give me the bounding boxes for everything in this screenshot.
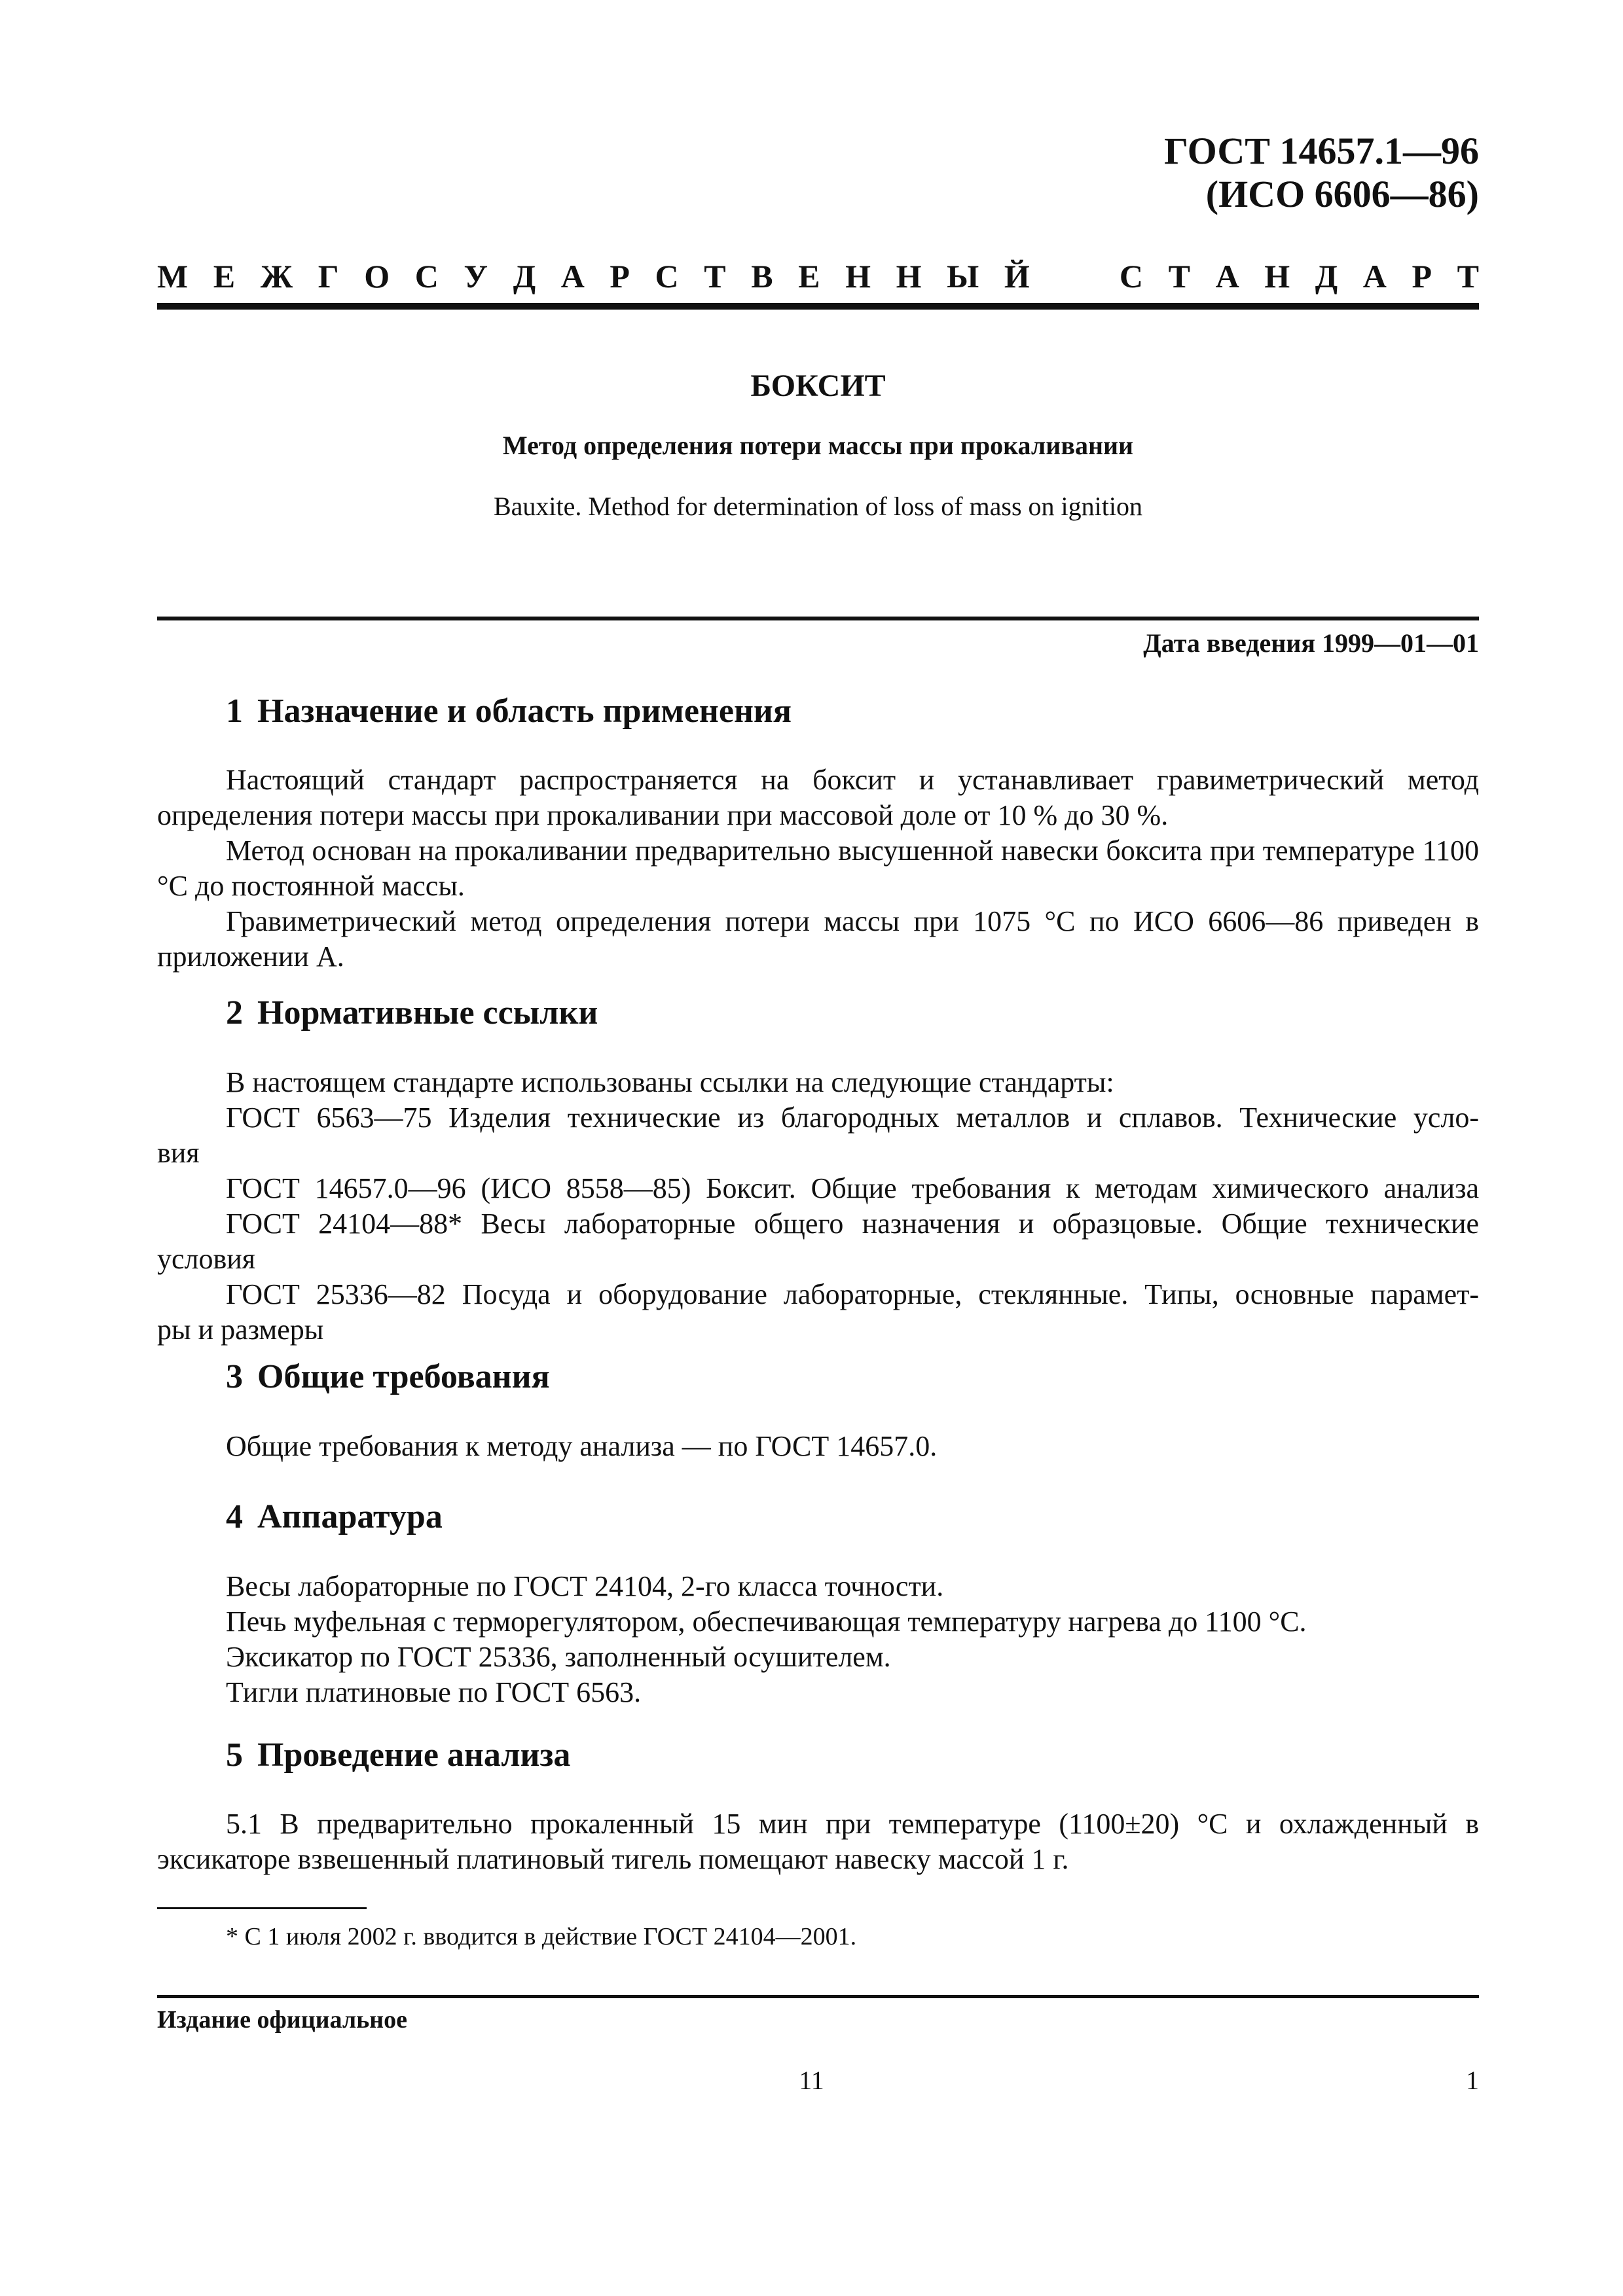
section-1-paragraph-3: Гравиметрический метод определения потери массы при 1075 °С по ИСО 6606—86 приведен в приложении А. [157,905,1479,973]
banner-letter: Н [845,258,871,295]
banner-letter: Т [1457,258,1479,295]
banner-letter: В [751,258,773,295]
interstate-standard-banner [157,257,1479,296]
section-title: Нормативные ссылки [257,994,598,1031]
section-title: Проведение анализа [257,1736,571,1774]
iso-number: (ИСО 6606—86) [1205,173,1479,215]
section-1-heading [226,691,792,732]
apparatus-list [157,1569,1479,1710]
banner-letter: Ж [260,258,293,295]
header-rule [157,303,1479,310]
normative-references [157,1065,1479,1348]
banner-letter: Е [798,258,820,295]
document-number [1164,130,1479,216]
section-number: 3 [226,1358,243,1395]
banner-letter: Н [896,258,922,295]
page-number-center: 11 [799,2066,824,2095]
section-5-paragraph-1: 5.1 В предварительно прокаленный 15 мин при температуре (1100±20) °С и охлажденный в эксикаторе взвешенный платиновый тигель помещают навеску массой 1 г. [157,1808,1479,1875]
banner-letter: С [414,258,439,295]
section-1-paragraph-2: Метод основан на прокаливании предварительно высушенной навески боксита при температуре 1100 °С до постоянной массы. [157,834,1479,902]
reference-item: ГОСТ 6563—75 Изделия технические из благородных металлов и сплавов. Технические усло- [226,1102,1479,1134]
section-4-heading [226,1496,443,1538]
section-title: Аппаратура [257,1498,443,1535]
banner-letter: Й [1004,258,1030,295]
reference-item: ГОСТ 24104—88* Весы лабораторные общего назначения и образцовые. Общие технические [226,1208,1479,1240]
section-number: 4 [226,1498,243,1535]
banner-letter: М [157,258,189,295]
apparatus-item: Печь муфельная с терморегулятором, обеспечивающая температуру нагрева до 1100 °С. [226,1605,1307,1638]
banner-letter: Г [318,258,339,295]
reference-item-continuation: вия [157,1137,200,1169]
section-title: Общие требования [257,1358,550,1395]
banner-letter: Т [1168,258,1190,295]
section-3-heading [226,1356,550,1398]
banner-letter: Т [704,258,726,295]
apparatus-item: Тигли платиновые по ГОСТ 6563. [226,1676,642,1708]
section-5-heading [226,1734,570,1776]
reference-item-continuation: ры и размеры [157,1314,324,1346]
section-2-heading [226,992,598,1034]
edition-label: Издание официальное [157,2006,408,2034]
banner-letter: У [464,258,488,295]
banner-letter: Д [1315,258,1338,295]
section-number: 5 [226,1736,243,1774]
title-rule [157,617,1479,620]
reference-item: ГОСТ 14657.0—96 (ИСО 8558—85) Боксит. Общие требования к методам химического анализа [226,1172,1479,1204]
banner-letter: С [1119,258,1144,295]
banner-letter: А [560,258,585,295]
banner-letter: Н [1264,258,1290,295]
banner-letter: Е [213,258,236,295]
document-subtitle: Метод определения потери массы при прокаливании [502,431,1134,460]
banner-letter: Д [513,258,536,295]
footer-rule [157,1995,1479,1998]
section-1-paragraph-1: Настоящий стандарт распространяется на боксит и устанавливает гравиметрический метод определения потери массы при прокаливании при массовой доле от 10 % до 30 %. [157,764,1479,831]
document-title-english: Bauxite. Method for determination of loss of mass on ignition [494,492,1142,521]
footnote: * С 1 июля 2002 г. вводится в действие ГОСТ 24104—2001. [226,1923,857,1950]
section-number: 1 [226,692,243,730]
banner-letter: О [364,258,390,295]
section-title: Назначение и область применения [257,692,792,730]
section-number: 2 [226,994,243,1031]
banner-letter: Ы [947,258,979,295]
page-number-right: 1 [1466,2066,1479,2095]
footnote-rule [157,1907,367,1909]
reference-item: ГОСТ 25336—82 Посуда и оборудование лабораторные, стеклянные. Типы, основные парамет- [226,1278,1479,1310]
section-3-paragraph-1: Общие требования к методу анализа — по ГОСТ 14657.0. [226,1430,938,1462]
document-title: БОКСИТ [750,368,886,403]
banner-letter: Р [1412,258,1432,295]
banner-letter: Р [610,258,630,295]
banner-letter: А [1362,258,1387,295]
banner-letter: С [655,258,679,295]
banner-word-gap [1055,257,1094,296]
apparatus-item: Весы лабораторные по ГОСТ 24104, 2-го класса точности. [226,1570,944,1602]
apparatus-item: Эксикатор по ГОСТ 25336, заполненный осушителем. [226,1641,891,1673]
gost-number: ГОСТ 14657.1—96 [1164,130,1479,172]
banner-letter: А [1215,258,1239,295]
reference-item-continuation: условия [157,1243,256,1275]
references-intro: В настоящем стандарте использованы ссылки на следующие стандарты: [226,1066,1114,1098]
introduction-date: Дата введения 1999—01—01 [1143,628,1479,658]
